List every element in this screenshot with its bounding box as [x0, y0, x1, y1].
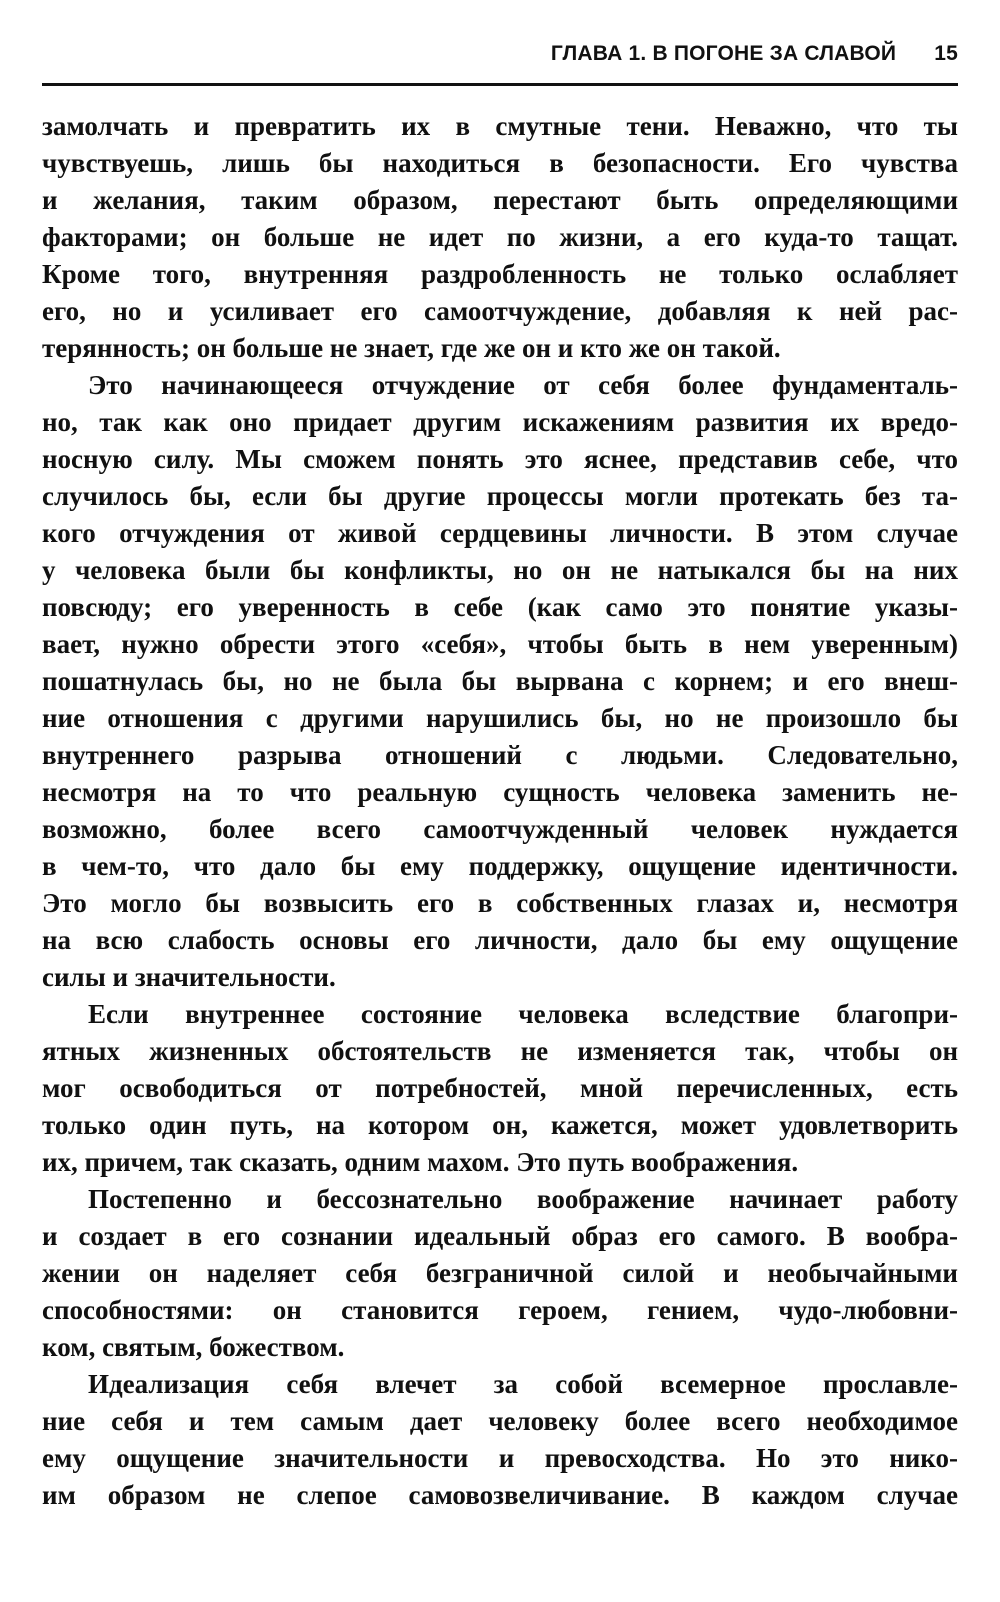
text-line: Если внутреннее состояние человека вследствие благопри- [88, 999, 958, 1029]
text-line: пошатнулась бы, но не была бы вырвана с корнем; и его внеш- [42, 666, 958, 696]
text-line: только один путь, на котором он, кажется, может удовлетворить [42, 1110, 958, 1140]
text-line: терянность; он больше не знает, где же он и кто же он такой. [42, 333, 781, 363]
text-line: повсюду; его уверенность в себе (как само это понятие указы- [42, 592, 958, 622]
text-line: у человека были бы конфликты, но он не натыкался бы на них [42, 555, 958, 585]
text-line: ему ощущение значительности и превосходства. Но это нико- [42, 1443, 958, 1473]
text-line: жении он наделяет себя безграничной силой и необычайными [42, 1258, 958, 1288]
text-line: замолчать и превратить их в смутные тени. Неважно, что ты [42, 111, 958, 141]
text-line: ние отношения с другими нарушились бы, но не произошло бы [42, 703, 958, 733]
text-line: мог освободиться от потребностей, мной перечисленных, есть [42, 1073, 958, 1103]
body-text [42, 108, 958, 1514]
text-line: возможно, более всего самоотчужденный человек нуждается [42, 814, 958, 844]
text-line: в чем-то, что дало бы ему поддержку, ощущение идентичности. [42, 851, 958, 881]
text-line: вает, нужно обрести этого «себя», чтобы быть в нем уверенным) [42, 629, 958, 659]
text-line: факторами; он больше не идет по жизни, а его куда-то тащат. [42, 222, 958, 252]
text-line: Это могло бы возвысить его в собственных глазах и, несмотря [42, 888, 958, 918]
text-line: Постепенно и бессознательно воображение начинает работу [88, 1184, 958, 1214]
text-line: им образом не слепое самовозвеличивание. В каждом случае [42, 1480, 958, 1510]
text-line: их, причем, так сказать, одним махом. Это путь воображения. [42, 1147, 799, 1177]
text-line: Идеализация себя влечет за собой всемерное прославле- [88, 1369, 958, 1399]
text-line: ятных жизненных обстоятельств не изменяется так, чтобы он [42, 1036, 958, 1066]
text-line: кого отчуждения от живой сердцевины личности. В этом случае [42, 518, 958, 548]
text-line: силы и значительности. [42, 962, 336, 992]
text-line: на всю слабость основы его личности, дало бы ему ощущение [42, 925, 958, 955]
text-line: чувствуешь, лишь бы находиться в безопасности. Его чувства [42, 148, 958, 178]
text-line: ком, святым, божеством. [42, 1332, 345, 1362]
text-line: и желания, таким образом, перестают быть определяющими [42, 185, 958, 215]
running-header [42, 42, 958, 70]
text-line: Это начинающееся отчуждение от себя более фундаменталь- [88, 370, 958, 400]
text-line: его, но и усиливает его самоотчуждение, добавляя к ней рас- [42, 296, 958, 326]
text-line: ние себя и тем самым дает человеку более всего необходимое [42, 1406, 958, 1436]
text-line: но, так как оно придает другим искажениям развития их вредо- [42, 407, 958, 437]
page-number: 15 [934, 42, 958, 65]
text-line: несмотря на то что реальную сущность человека заменить не- [42, 777, 958, 807]
text-line: и создает в его сознании идеальный образ его самого. В вообра- [42, 1221, 958, 1251]
text-line: внутреннего разрыва отношений с людьми. Следовательно, [42, 740, 958, 770]
text-line: способностями: он становится героем, гением, чудо-любовни- [42, 1295, 958, 1325]
text-line: случилось бы, если бы другие процессы могли протекать без та- [42, 481, 958, 511]
chapter-title: ГЛАВА 1. В ПОГОНЕ ЗА СЛАВОЙ [550, 42, 897, 65]
text-line: Кроме того, внутренняя раздробленность не только ослабляет [42, 259, 958, 289]
text-line: носную силу. Мы сможем понять это яснее, представив себе, что [42, 444, 958, 474]
header-rule [42, 83, 958, 86]
